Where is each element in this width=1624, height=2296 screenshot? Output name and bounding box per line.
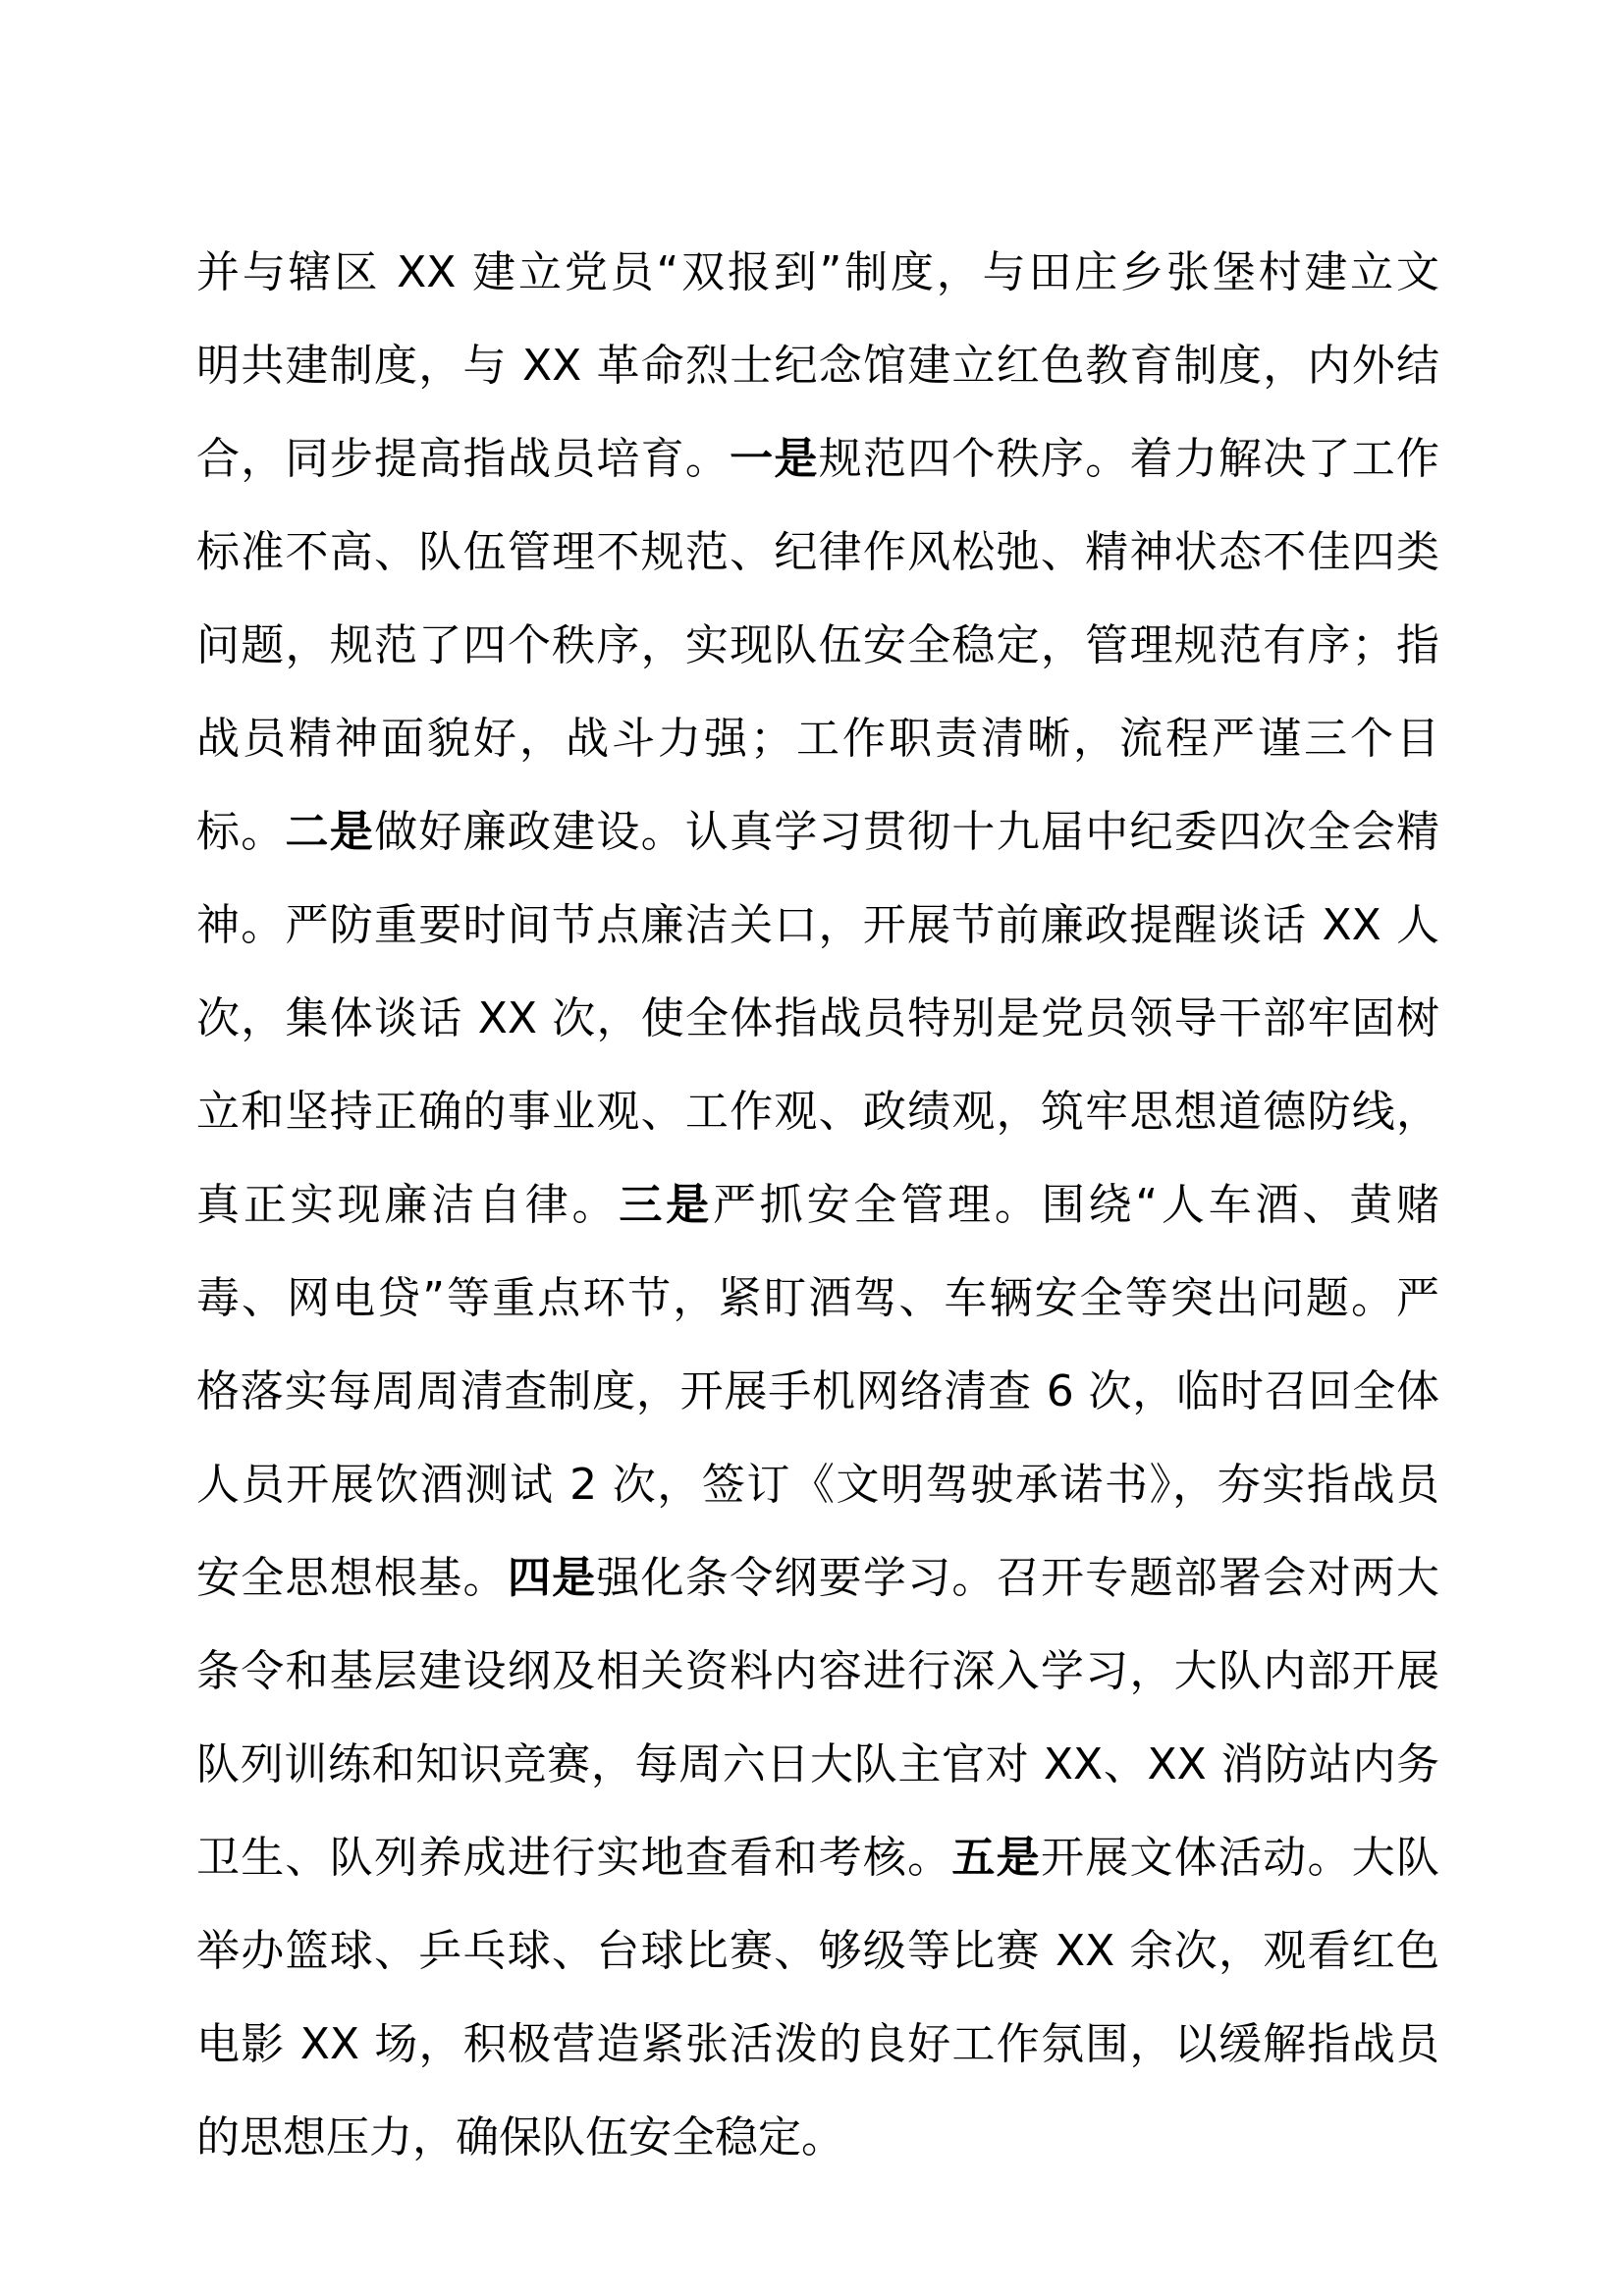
- text-run: 做好廉政建设。认真学习贯彻十九届中纪委四次全会精: [374, 807, 1440, 857]
- bold-lead-phrase: 四是: [507, 1553, 597, 1603]
- text-run: 毒、网电贷”等重点环节，紧盯酒驾、车辆安全等突出问题。严: [196, 1273, 1439, 1323]
- text-run: 电影 XX 场，积极营造紧张活泼的良好工作氛围，以缓解指战员: [196, 2019, 1439, 2069]
- text-line: [196, 972, 1439, 1065]
- text-line: [196, 1252, 1439, 1345]
- text-run: 并与辖区 XX 建立党员“双报到”制度，与田庄乡张堡村建立文: [196, 247, 1439, 297]
- text-run: 次，集体谈话 XX 次，使全体指战员特别是党员领导干部牢固树: [196, 993, 1439, 1043]
- text-run: 标。: [196, 807, 286, 857]
- text-line: [196, 2091, 1439, 2184]
- bold-lead-phrase: 三是: [619, 1180, 713, 1230]
- text-run: 开展文体活动。大队: [1040, 1833, 1440, 1883]
- text-line: [196, 506, 1439, 599]
- bold-lead-phrase: 五是: [951, 1833, 1041, 1883]
- bold-lead-phrase: 二是: [285, 807, 375, 857]
- text-run: 的思想压力，确保队伍安全稳定。: [196, 2112, 844, 2163]
- document-page: [196, 226, 1439, 2184]
- text-line: [196, 599, 1439, 692]
- text-run: 立和坚持正确的事业观、工作观、政绩观，筑牢思想道德防线，: [196, 1087, 1439, 1137]
- text-line: [196, 785, 1439, 879]
- text-run: 规范四个秩序。着力解决了工作: [818, 434, 1440, 484]
- text-line: [196, 319, 1439, 412]
- text-line: [196, 1718, 1439, 1811]
- text-line: [196, 226, 1439, 319]
- text-line: [196, 1904, 1439, 1998]
- text-run: 真正实现廉洁自律。: [196, 1180, 620, 1230]
- text-run: 严抓安全管理。围绕“人车酒、黄赌: [712, 1180, 1440, 1230]
- text-line: [196, 1158, 1439, 1252]
- text-run: 明共建制度，与 XX 革命烈士纪念馆建立红色教育制度，内外结: [196, 341, 1439, 391]
- text-run: 人员开展饮酒测试 2 次，签订《文明驾驶承诺书》，夯实指战员: [196, 1460, 1439, 1510]
- bold-lead-phrase: 一是: [730, 434, 819, 484]
- text-line: [196, 1438, 1439, 1531]
- text-run: 安全思想根基。: [196, 1553, 508, 1603]
- text-line: [196, 1345, 1439, 1438]
- text-line: [196, 692, 1439, 785]
- text-run: 条令和基层建设纲及相关资料内容进行深入学习，大队内部开展: [196, 1646, 1439, 1696]
- text-run: 举办篮球、乒乓球、台球比赛、够级等比赛 XX 余次，观看红色: [196, 1926, 1439, 1976]
- text-run: 合，同步提高指战员培育。: [196, 434, 731, 484]
- text-run: 标准不高、队伍管理不规范、纪律作风松弛、精神状态不佳四类: [196, 527, 1439, 577]
- text-line: [196, 412, 1439, 506]
- text-line: [196, 1998, 1439, 2091]
- text-line: [196, 1531, 1439, 1625]
- text-run: 队列训练和知识竞赛，每周六日大队主官对 XX、XX 消防站内务: [196, 1739, 1439, 1789]
- text-run: 强化条令纲要学习。召开专题部署会对两大: [596, 1553, 1440, 1603]
- text-run: 神。严防重要时间节点廉洁关口，开展节前廉政提醒谈话 XX 人: [196, 900, 1439, 950]
- text-line: [196, 1065, 1439, 1158]
- text-run: 战员精神面貌好，战斗力强；工作职责清晰，流程严谨三个目: [196, 714, 1439, 764]
- text-run: 格落实每周周清查制度，开展手机网络清查 6 次，临时召回全体: [196, 1366, 1439, 1416]
- text-line: [196, 1625, 1439, 1718]
- text-run: 卫生、队列养成进行实地查看和考核。: [196, 1833, 952, 1883]
- text-line: [196, 879, 1439, 972]
- text-line: [196, 1811, 1439, 1904]
- text-run: 问题，规范了四个秩序，实现队伍安全稳定，管理规范有序；指: [196, 620, 1439, 670]
